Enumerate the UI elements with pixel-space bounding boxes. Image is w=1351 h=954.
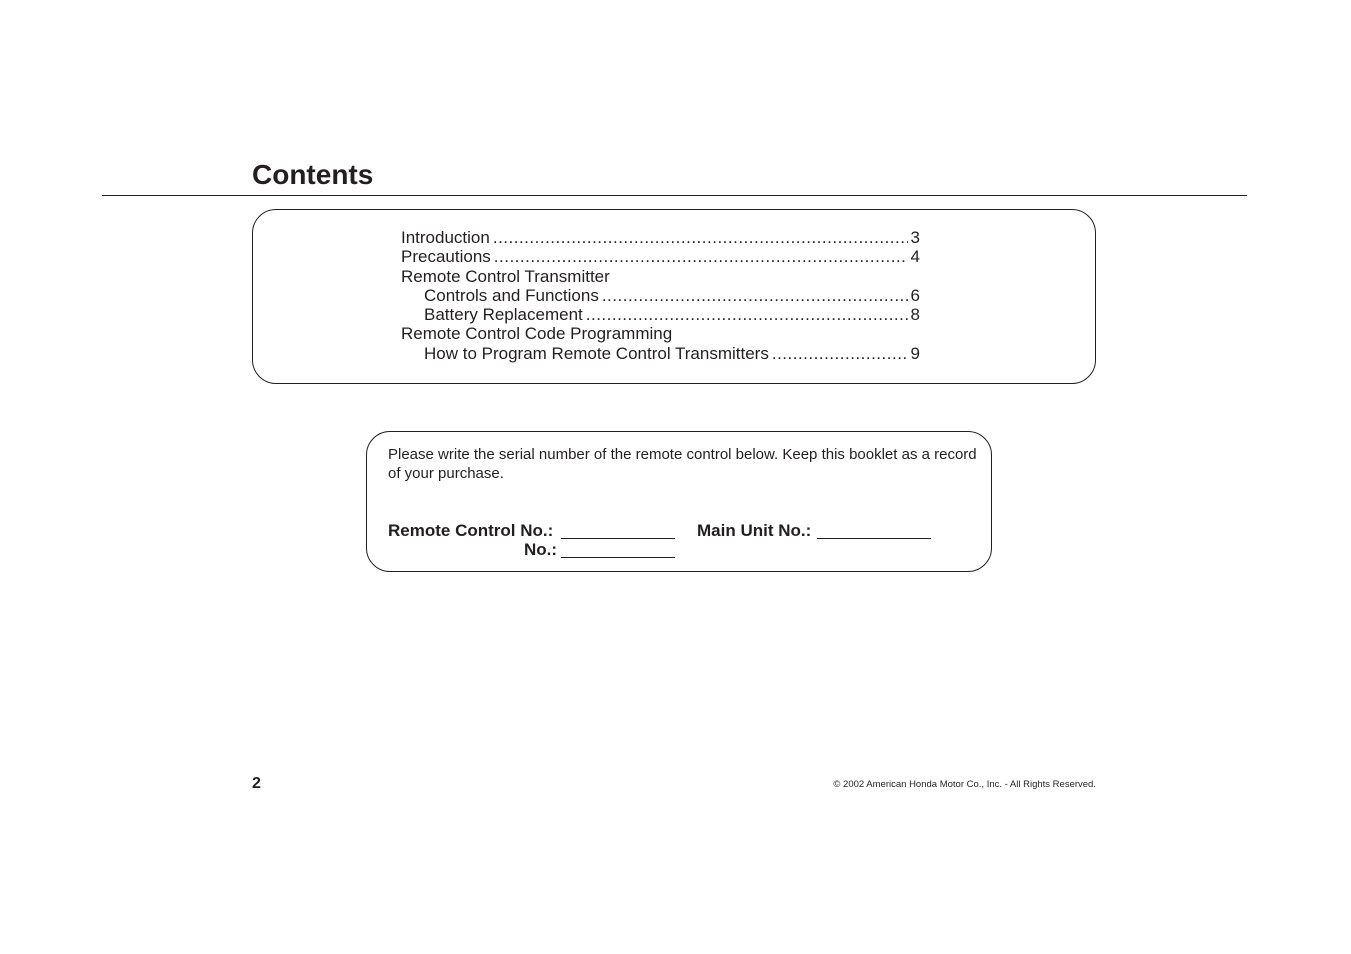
toc-dot-leader bbox=[602, 286, 908, 305]
toc-dot-leader bbox=[493, 228, 908, 247]
page-number: 2 bbox=[252, 775, 261, 792]
main-unit-no-label: Main Unit No.: bbox=[697, 521, 812, 540]
copyright-notice: © 2002 American Honda Motor Co., Inc. - All Rights Reserved. bbox=[833, 779, 1096, 790]
toc-entry[interactable] bbox=[401, 247, 920, 266]
remote-control-no-label: Remote Control No.: bbox=[388, 521, 554, 540]
toc-entry-label: Precautions bbox=[401, 247, 491, 267]
toc-entry[interactable] bbox=[401, 286, 920, 305]
serial-instructions: Please write the serial number of the remote control below. Keep this booklet as a record of your purchase. bbox=[388, 446, 977, 482]
main-unit-no-line[interactable] bbox=[817, 538, 931, 539]
toc-entry-page: 4 bbox=[910, 247, 920, 267]
page-title: Contents bbox=[252, 159, 374, 190]
toc-entry-label: Introduction bbox=[401, 228, 490, 247]
toc-dot-leader bbox=[772, 344, 908, 363]
toc-entry-label: Remote Control Transmitter bbox=[401, 266, 610, 286]
toc-entry[interactable] bbox=[401, 228, 920, 247]
title-divider bbox=[102, 195, 1247, 196]
table-of-contents bbox=[401, 228, 920, 363]
toc-entry-label: Battery Replacement bbox=[424, 305, 583, 325]
toc-entry-page: 6 bbox=[910, 285, 920, 305]
toc-entry-label: How to Program Remote Control Transmitters bbox=[424, 343, 769, 363]
toc-entry[interactable] bbox=[401, 344, 920, 363]
toc-entry[interactable] bbox=[401, 305, 920, 324]
remote-control-no-line[interactable] bbox=[561, 538, 675, 539]
second-no-label: No.: bbox=[524, 540, 558, 559]
toc-entry[interactable] bbox=[401, 324, 920, 343]
toc-entry-page: 3 bbox=[910, 228, 920, 247]
toc-entry-label: Remote Control Code Programming bbox=[401, 324, 673, 344]
second-no-line[interactable] bbox=[561, 557, 675, 558]
toc-entry-label: Controls and Functions bbox=[424, 285, 599, 305]
toc-entry-page: 8 bbox=[910, 305, 920, 325]
toc-entry[interactable] bbox=[401, 267, 920, 286]
toc-entry-page: 9 bbox=[910, 343, 920, 363]
toc-dot-leader bbox=[494, 247, 908, 266]
toc-dot-leader bbox=[586, 305, 908, 324]
